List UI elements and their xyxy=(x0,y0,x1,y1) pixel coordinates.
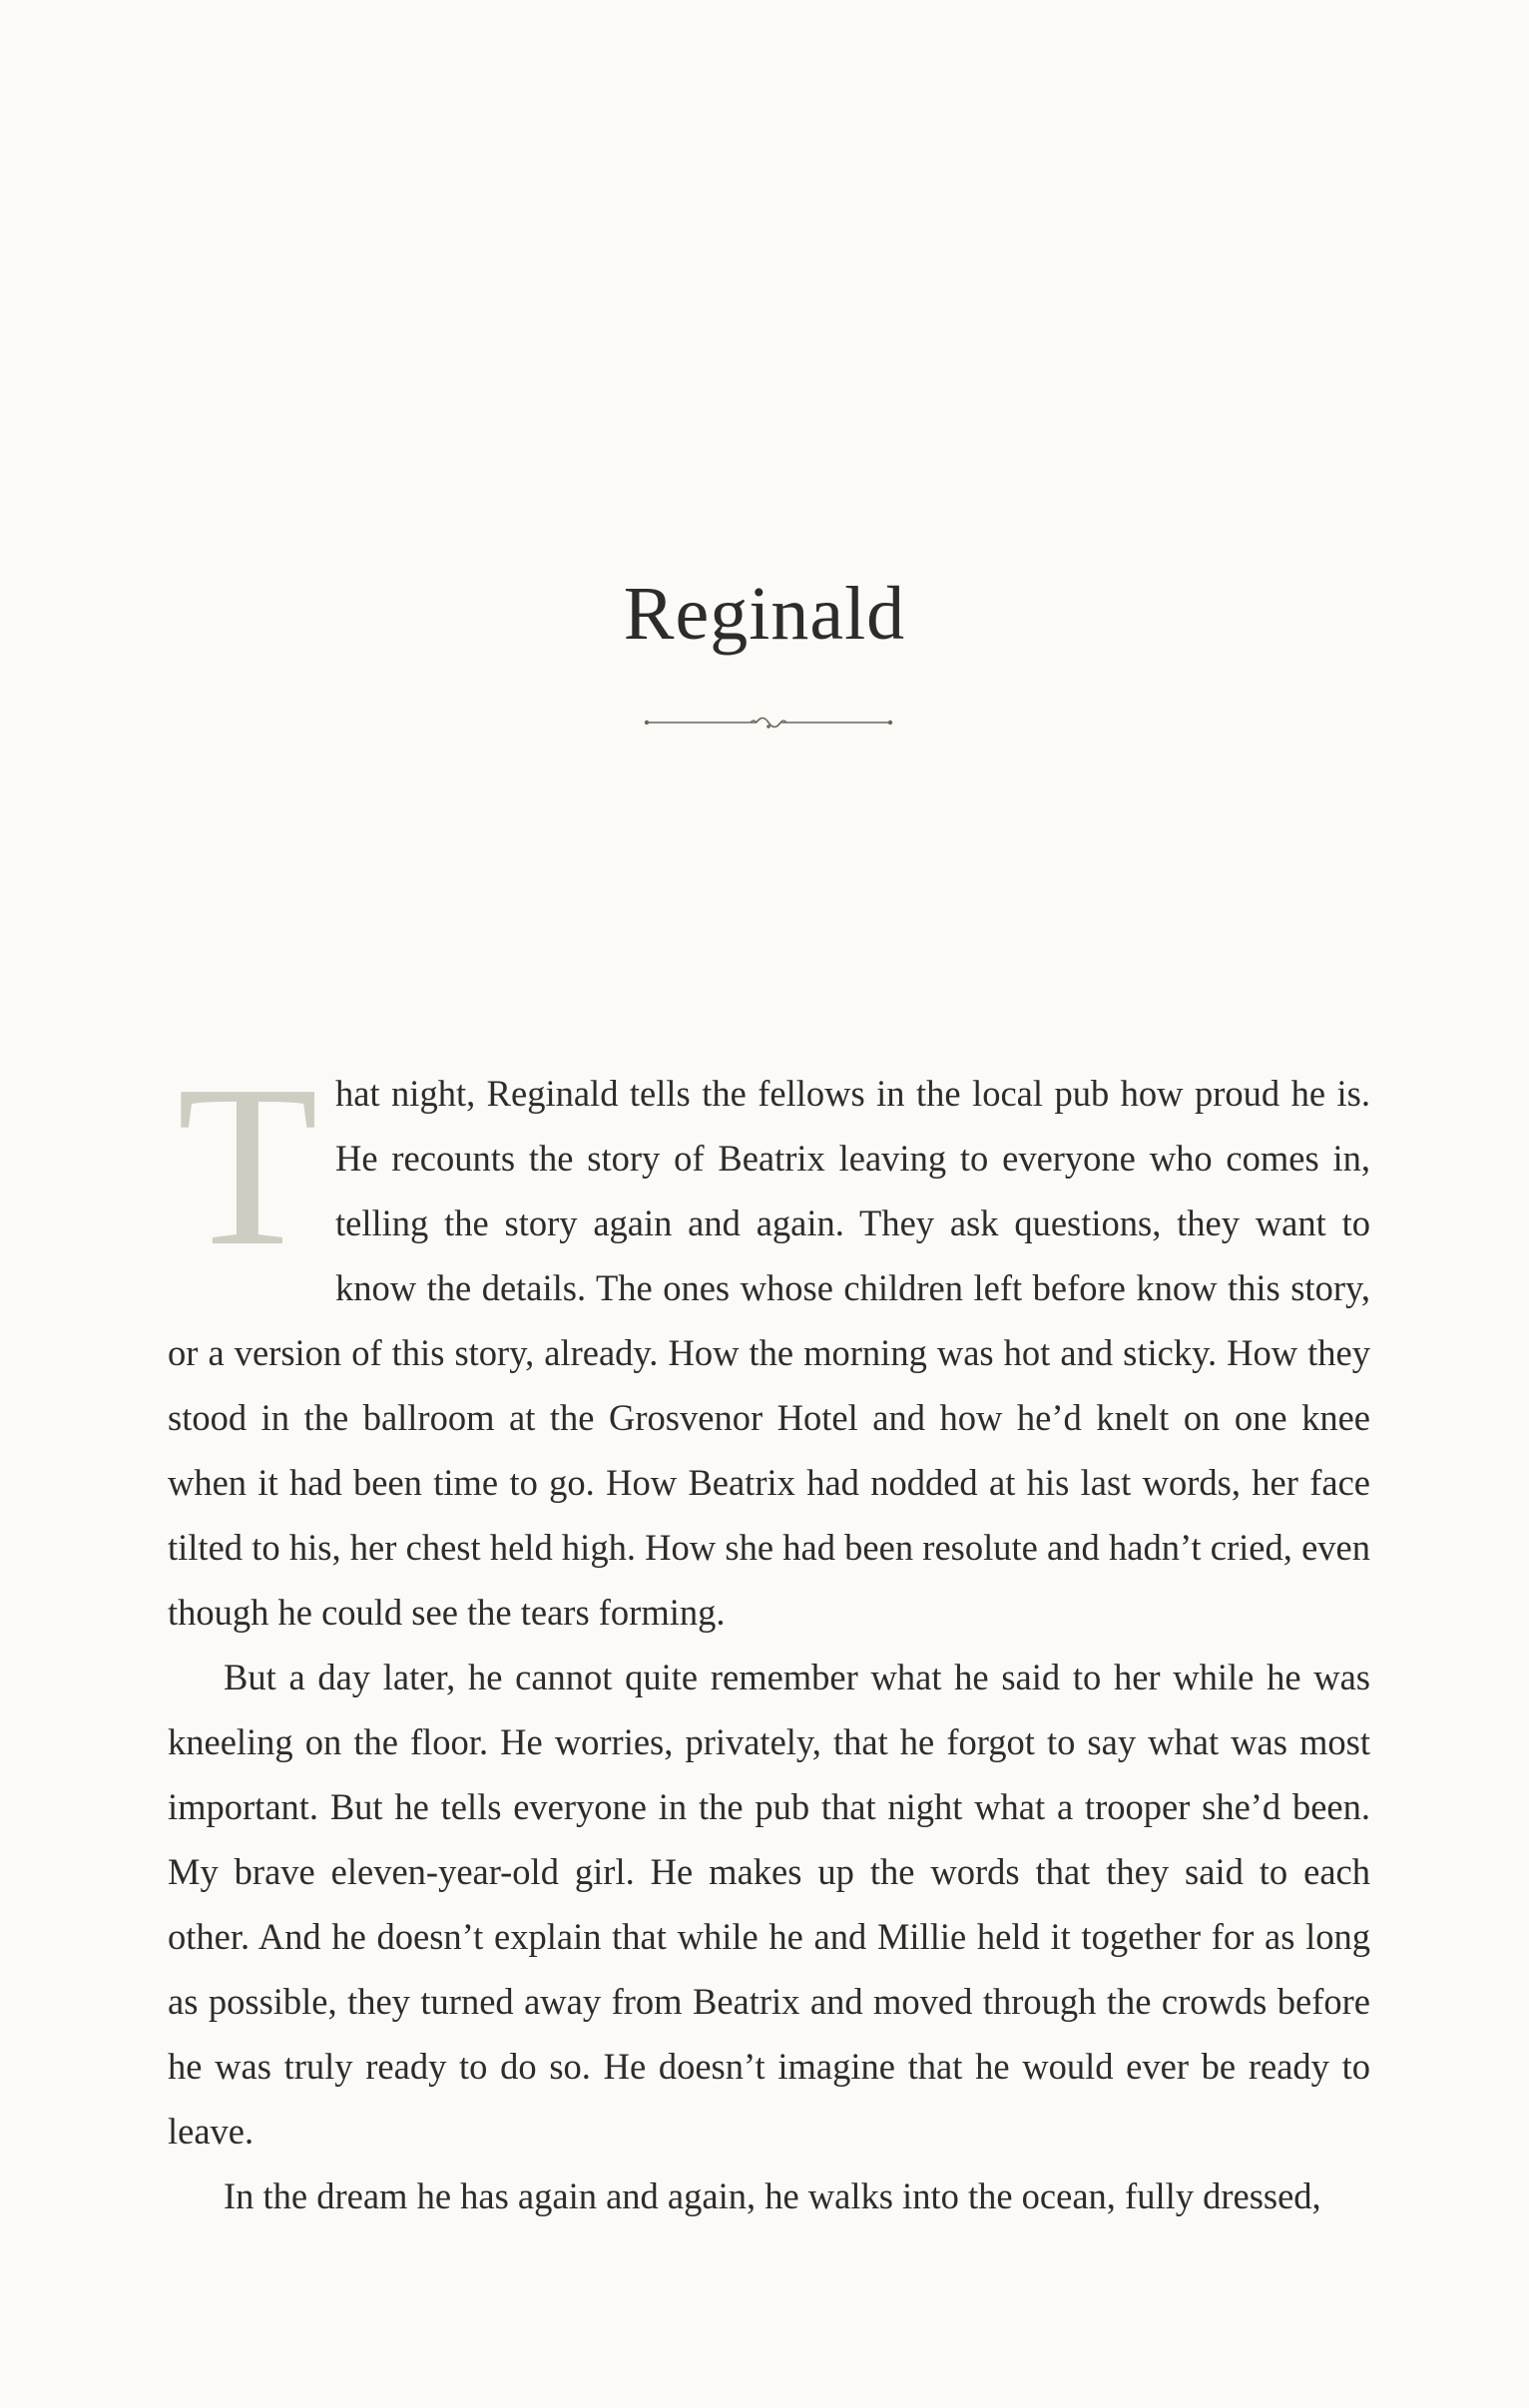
paragraph-2: But a day later, he cannot quite remember what he said to her while he was kneeling on the floor. He worries, privately, that he forgot to say what was most important. But he tells everyone in the pub that night what a trooper she’d been. My brave eleven-year-old girl. He makes up the words that they said to each other. And he doesn’t explain that while he and Millie held it together for as long as possible, they turned away from Beatrix and moved through the crowds before he was truly ready to do so. He doesn’t imagine that he would ever be ready to leave. xyxy=(168,1657,1370,2152)
paragraph-1-text: hat night, Reginald tells the fellows in the local pub how proud he is. He recounts the story of Beatrix leaving to everyone who comes in, telling the story again and again. They ask questions, they want to know the details. The ones whose children left before know this story, or a version of this story, already. How the morning was hot and sticky. How they stood in the ballroom at the Grosvenor Hotel and how he’d knelt on one knee when it had been time to go. How Beatrix had nodded at his last words, her face tilted to his, her chest held high. How she had been resolute and hadn’t cried, even though he could see the tears forming. xyxy=(168,1073,1370,1633)
chapter-body xyxy=(168,1038,1370,2228)
chapter-title: Reginald xyxy=(623,572,906,656)
paragraph-1 xyxy=(168,1038,1370,1645)
ornament-divider-icon xyxy=(639,711,898,734)
drop-cap: T xyxy=(177,1038,318,1294)
paragraph-3: In the dream he has again and again, he walks into the ocean, fully dressed, xyxy=(224,2175,1321,2216)
